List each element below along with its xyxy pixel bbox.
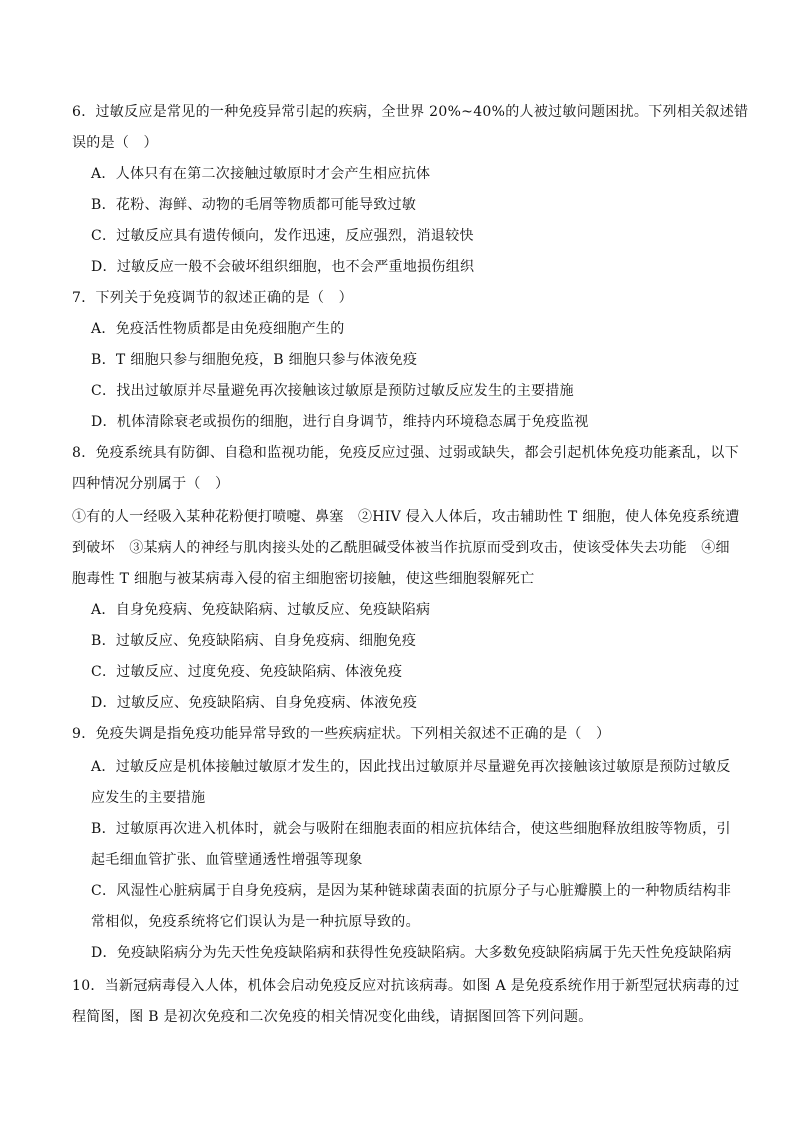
q7-stem: 7．下列关于免疫调节的叙述正确的是（ ） xyxy=(72,290,353,306)
q9-stem: 9．免疫失调是指免疫功能异常导致的一些疾病症状。下列相关叙述不正确的是（ ） xyxy=(72,726,611,742)
q6-option-d: D．过敏反应一般不会破坏组织细胞，也不会严重地损伤组织 xyxy=(91,259,475,275)
q8-option-d: D．过敏反应、免疫缺陷病、自身免疫病、体液免疫 xyxy=(91,695,418,711)
q8-body-line1: ①有的人一经吸入某种花粉便打喷嚏、鼻塞 ②HIV 侵入人体后，攻击辅助性 T 细胞，使人体免疫系统遭 xyxy=(72,509,740,525)
q8-stem-line2: 四种情况分别属于（ ） xyxy=(72,476,230,492)
q8-stem-line1: 8．免疫系统具有防御、自稳和监视功能，免疫反应过强、过弱或缺失，都会引起机体免疫功能紊乱，以下 xyxy=(72,445,740,461)
q10-stem-line2: 程简图，图 B 是初次免疫和二次免疫的相关情况变化曲线，请据图回答下列问题。 xyxy=(72,1009,593,1025)
q6-option-a: A．人体只有在第二次接触过敏原时才会产生相应抗体 xyxy=(91,166,431,182)
q10-stem-line1: 10．当新冠病毒侵入人体，机体会启动免疫反应对抗该病毒。如图 A 是免疫系统作用于新型冠状病毒的过 xyxy=(72,978,740,994)
q7-option-d: D．机体清除衰老或损伤的细胞，进行自身调节，维持内环境稳态属于免疫监视 xyxy=(91,414,589,430)
q7-option-b: B．T 细胞只参与细胞免疫，B 细胞只参与体液免疫 xyxy=(91,352,418,368)
q6-stem-line1: 6．过敏反应是常见的一种免疫异常引起的疾病，全世界 20%~40%的人被过敏问题困扰。下列相关叙述错 xyxy=(72,104,749,120)
q8-option-a: A．自身免疫病、免疫缺陷病、过敏反应、免疫缺陷病 xyxy=(91,602,431,618)
q8-body-line3: 胞毒性 T 细胞与被某病毒入侵的宿主细胞密切接触，使这些细胞裂解死亡 xyxy=(72,571,535,587)
q9-option-c-line2: 常相似，免疫系统将它们误认为是一种抗原导致的。 xyxy=(91,914,420,930)
q9-option-b-line1: B．过敏原再次进入机体时，就会与吸附在细胞表面的相应抗体结合，使这些细胞释放组胺等物质，引 xyxy=(91,821,731,837)
q6-stem-line2: 误的是（ ） xyxy=(72,135,158,151)
q9-option-b-line2: 起毛细血管扩张、血管壁通透性增强等现象 xyxy=(91,852,363,868)
q9-option-c-line1: C．风湿性心脏病属于自身免疫病，是因为某种链球菌表面的抗原分子与心脏瓣膜上的一种物质结构非 xyxy=(91,883,732,899)
q9-option-a-line2: 应发生的主要措施 xyxy=(91,790,206,806)
q9-option-a-line1: A．过敏反应是机体接触过敏原才发生的，因此找出过敏原并尽量避免再次接触该过敏原是预防过敏反 xyxy=(91,759,731,775)
q7-option-c: C．找出过敏原并尽量避免再次接触该过敏原是预防过敏反应发生的主要措施 xyxy=(91,383,574,399)
q6-option-c: C．过敏反应具有遗传倾向，发作迅速，反应强烈，消退较快 xyxy=(91,228,474,244)
q6-option-b: B．花粉、海鲜、动物的毛屑等物质都可能导致过敏 xyxy=(91,197,417,213)
q7-option-a: A．免疫活性物质都是由免疫细胞产生的 xyxy=(91,321,345,337)
q8-option-b: B．过敏反应、免疫缺陷病、自身免疫病、细胞免疫 xyxy=(91,633,417,649)
q8-body-line2: 到破坏 ③某病人的神经与肌肉接头处的乙酰胆碱受体被当作抗原而受到攻击，使该受体失去功能 ④细 xyxy=(72,540,730,556)
q8-option-c: C．过敏反应、过度免疫、免疫缺陷病、体液免疫 xyxy=(91,664,403,680)
q9-option-d: D．免疫缺陷病分为先天性免疫缺陷病和获得性免疫缺陷病。大多数免疫缺陷病属于先天性免疫缺陷病 xyxy=(91,945,732,961)
